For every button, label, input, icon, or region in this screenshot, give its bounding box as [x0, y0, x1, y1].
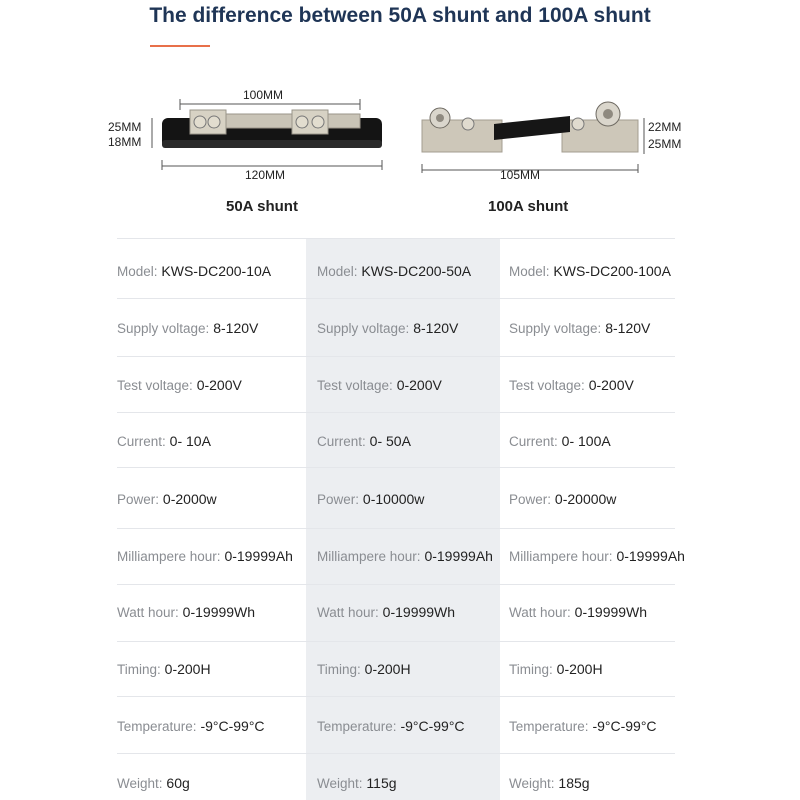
spec-label: Timing: [509, 662, 553, 677]
row-divider [117, 696, 675, 697]
spec-value: 0-200H [556, 661, 603, 677]
row-divider [117, 356, 675, 357]
dim-side-label-2: 25MM [648, 137, 682, 151]
spec-value: 8-120V [413, 320, 459, 336]
spec-value: 8-120V [213, 320, 259, 336]
spec-label: Milliampere hour: [317, 549, 421, 564]
dim-side-label-1: 22MM [648, 120, 682, 134]
page-title: The difference between 50A shunt and 100A shunt [149, 4, 651, 27]
spec-value: 0-200H [364, 661, 411, 677]
spec-label: Test voltage: [117, 378, 193, 393]
dim-side-label-1: 25MM [108, 120, 142, 134]
title-underline [150, 45, 210, 47]
dim-bottom-label: 105MM [500, 168, 541, 182]
dim-bottom-label: 120MM [245, 168, 286, 182]
spec-cell [317, 661, 411, 677]
spec-label: Power: [117, 492, 160, 507]
spec-value: 0-200V [196, 377, 242, 393]
spec-value: 0-200V [396, 377, 442, 393]
spec-label: Milliampere hour: [509, 549, 613, 564]
spec-cell [117, 433, 211, 449]
spec-label: Timing: [117, 662, 161, 677]
spec-label: Test voltage: [317, 378, 393, 393]
spec-label: Watt hour: [117, 605, 179, 620]
spec-cell [317, 263, 471, 279]
spec-label: Supply voltage: [317, 321, 410, 336]
spec-label: Supply voltage: [117, 321, 210, 336]
spec-cell [317, 491, 424, 507]
spec-cell [509, 491, 616, 507]
row-divider [117, 641, 675, 642]
spec-cell [509, 320, 650, 336]
row-divider [117, 412, 675, 413]
spec-label: Temperature: [117, 719, 197, 734]
spec-value: 0- 100A [561, 433, 611, 449]
spec-value: 0-19999Wh [574, 604, 648, 620]
spec-cell [509, 775, 590, 791]
dim-side-label-2: 18MM [108, 135, 142, 149]
spec-value: 8-120V [605, 320, 651, 336]
spec-value: 0-10000w [362, 491, 425, 507]
spec-value: KWS-DC200-10A [161, 263, 272, 279]
spec-cell [509, 263, 671, 279]
shunt-50a-image [150, 96, 390, 171]
spec-cell [117, 661, 211, 677]
spec-cell [117, 548, 293, 564]
spec-value: 0-2000w [162, 491, 217, 507]
spec-value: KWS-DC200-50A [361, 263, 472, 279]
spec-label: Weight: [117, 776, 163, 791]
spec-value: 0- 10A [169, 433, 211, 449]
spec-cell [509, 377, 634, 393]
spec-cell [509, 661, 603, 677]
row-divider [117, 298, 675, 299]
spec-value: 0-200V [588, 377, 634, 393]
spec-label: Model: [317, 264, 358, 279]
spec-cell [117, 718, 265, 734]
spec-label: Supply voltage: [509, 321, 602, 336]
spec-value: -9°C-99°C [592, 718, 657, 734]
spec-value: 0-20000w [554, 491, 617, 507]
spec-cell [317, 548, 493, 564]
spec-cell [117, 377, 242, 393]
spec-label: Weight: [509, 776, 555, 791]
row-divider [117, 467, 675, 468]
row-divider [117, 584, 675, 585]
spec-label: Temperature: [317, 719, 397, 734]
spec-value: 0- 50A [369, 433, 411, 449]
spec-label: Model: [509, 264, 550, 279]
spec-cell [317, 718, 465, 734]
spec-value: 0-200H [164, 661, 211, 677]
product-caption: 50A shunt [226, 198, 298, 215]
spec-value: 0-19999Ah [224, 548, 293, 564]
spec-value: 0-19999Wh [382, 604, 456, 620]
spec-value: KWS-DC200-100A [553, 263, 671, 279]
spec-cell [117, 775, 190, 791]
row-divider [117, 238, 675, 239]
spec-value: 0-19999Wh [182, 604, 256, 620]
spec-cell [117, 604, 255, 620]
spec-value: 0-19999Ah [424, 548, 493, 564]
shunt-100a-image [412, 98, 652, 173]
spec-label: Temperature: [509, 719, 589, 734]
spec-label: Power: [317, 492, 360, 507]
spec-cell [509, 548, 685, 564]
spec-label: Timing: [317, 662, 361, 677]
spec-label: Milliampere hour: [117, 549, 221, 564]
product-caption: 100A shunt [488, 198, 569, 215]
spec-cell [509, 718, 657, 734]
spec-label: Current: [509, 434, 558, 449]
spec-cell [509, 604, 647, 620]
spec-value: -9°C-99°C [400, 718, 465, 734]
spec-cell [509, 433, 611, 449]
spec-value: 185g [558, 775, 590, 791]
spec-value: 115g [366, 775, 397, 791]
spec-label: Test voltage: [509, 378, 585, 393]
spec-label: Power: [509, 492, 552, 507]
spec-cell [317, 604, 455, 620]
spec-value: 0-19999Ah [616, 548, 685, 564]
spec-label: Watt hour: [317, 605, 379, 620]
spec-cell [117, 263, 271, 279]
dim-top-label: 100MM [243, 88, 284, 102]
row-divider [117, 753, 675, 754]
spec-cell [117, 491, 217, 507]
spec-cell [317, 377, 442, 393]
spec-label: Weight: [317, 776, 363, 791]
spec-cell [117, 320, 258, 336]
spec-label: Watt hour: [509, 605, 571, 620]
spec-cell [317, 775, 397, 791]
spec-cell [317, 320, 458, 336]
row-divider [117, 528, 675, 529]
spec-label: Model: [117, 264, 158, 279]
spec-label: Current: [117, 434, 166, 449]
spec-label: Current: [317, 434, 366, 449]
spec-cell [317, 433, 411, 449]
spec-value: -9°C-99°C [200, 718, 265, 734]
spec-value: 60g [166, 775, 190, 791]
